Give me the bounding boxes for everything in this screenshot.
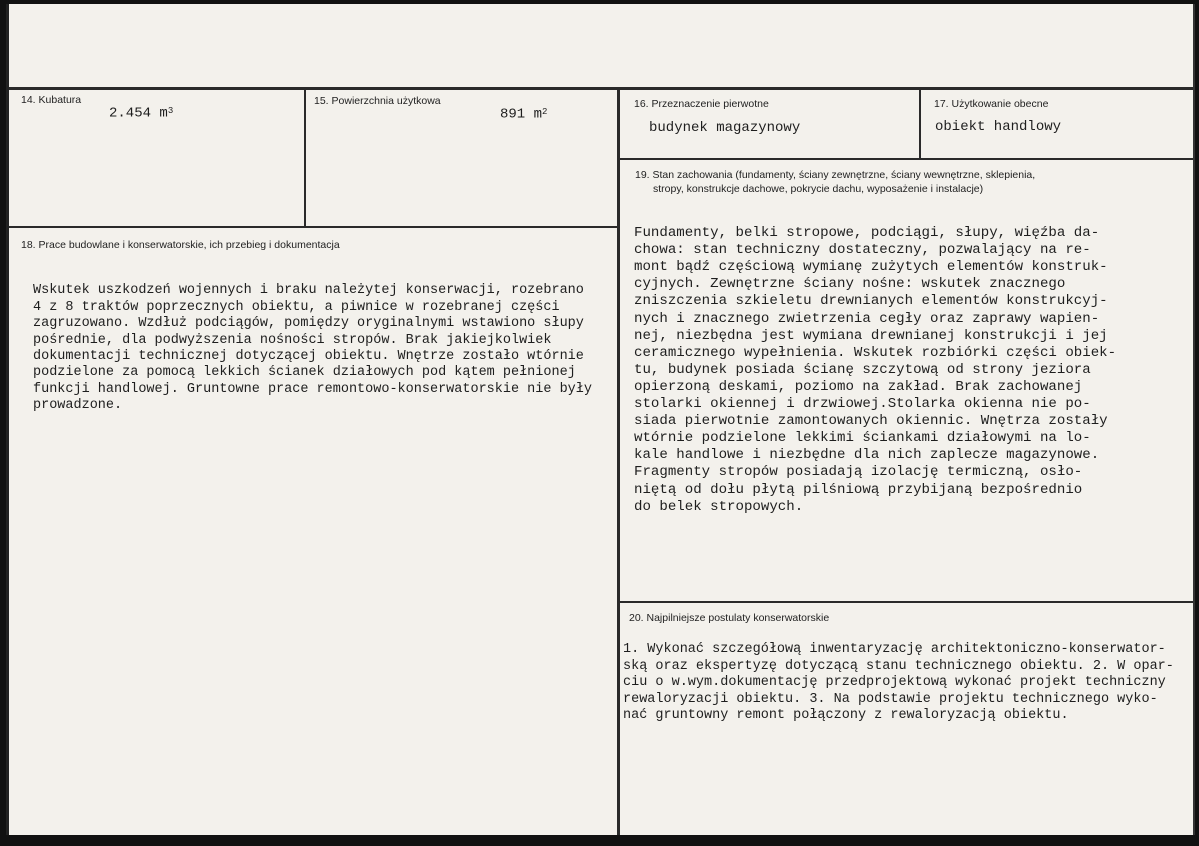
- field-15-label: 15. Powierzchnia użytkowa: [314, 95, 441, 107]
- field-19-line: opierzoną deskami, poziomo na zakład. Brak zachowanej: [634, 378, 1083, 395]
- field-18-line: 4 z 8 traktów poprzecznych obiektu, a piwnice w rozebranej części: [33, 299, 560, 315]
- field-15-value-text: 891 m: [500, 106, 543, 123]
- field-19-line: zniszczenia szkieletu drewnianych elementów konstrukcyj-: [634, 293, 1108, 310]
- field-15-unit-sup: 2: [542, 107, 548, 117]
- field-18-line: dokumentacji technicznej dotyczącej obiektu. Wnętrze zostało wtórnie: [33, 349, 584, 365]
- field-19-line: Fragmenty stropów posiadają izolację termiczną, osło-: [634, 464, 1083, 481]
- field-15-value: [500, 105, 547, 123]
- field-18-line: pośrednie, dla podwyższenia nośności stropów. Brak jakiejkolwiek: [33, 332, 552, 348]
- field-19-line: mont bądź częściową wymianę zużytych elementów konstruk-: [634, 259, 1108, 276]
- field-19-line: tu, budynek posiada ścianę szczytową od strony jeziora: [634, 361, 1091, 378]
- divider-f16-f17: [919, 90, 921, 160]
- field-19-line: nych i znacznego zwietrzenia cegły oraz zaprawy wapien-: [634, 310, 1100, 327]
- field-18-line: prowadzone.: [33, 398, 123, 414]
- field-19-line: chowa: stan techniczny dostateczny, pozwalający na re-: [634, 242, 1091, 259]
- field-19-line: siada pierwotnie zamontowanych okiennic. Wnętrza zostały: [634, 413, 1108, 430]
- divider-top: [9, 87, 1195, 90]
- field-19-line: Fundamenty, belki stropowe, podciągi, słupy, więźba da-: [634, 225, 1100, 242]
- field-18-line: zagruzowano. Wzdłuż podciągów, pomiędzy oryginalnymi wstawiono słupy: [33, 316, 584, 332]
- field-19-line: ceramicznego wypełnienia. Wskutek rozbiórki części obiek-: [634, 344, 1117, 361]
- divider-f16-f19: [617, 158, 1195, 160]
- field-18-line: Wskutek uszkodzeń wojennych i braku należytej konserwacji, rozebrano: [33, 283, 584, 299]
- divider-f15-f18: [9, 226, 620, 228]
- field-16-value: budynek magazynowy: [649, 120, 801, 136]
- field-19-line: wtórnie podzielone lekkimi ściankami działowymi na lo-: [634, 430, 1091, 447]
- field-20-line: 1. Wykonać szczegółową inwentaryzację architektoniczno-konserwator-: [623, 642, 1166, 658]
- field-19-line: stolarki okiennej i drzwiowej.Stolarka okienna nie po-: [634, 396, 1091, 413]
- field-20-text: [623, 626, 1174, 724]
- field-20-label: 20. Najpilniejsze postulaty konserwatorskie: [629, 612, 830, 624]
- field-20-line: nać gruntowny remont połączony z rewaloryzacją obiektu.: [623, 708, 1069, 724]
- field-18-label: 18. Prace budowlane i konserwatorskie, ich przebieg i dokumentacja: [21, 239, 340, 251]
- field-17-value: obiekt handlowy: [935, 119, 1062, 135]
- field-14-label: 14. Kubatura: [21, 94, 82, 106]
- field-18-line: funkcji handlowej. Gruntowne prace remontowo-konserwatorskie nie były: [33, 381, 592, 397]
- field-19-line: kale handlowe i niezbędne dla nich zaplecze magazynowe.: [634, 447, 1100, 464]
- inventory-card: [6, 4, 1195, 835]
- field-14-value-text: 2.454 m: [109, 105, 168, 122]
- field-19-text: [634, 208, 1116, 516]
- field-17-label: 17. Użytkowanie obecne: [934, 98, 1049, 110]
- field-19-line: nej, niezbędna jest wymiana drewnianej konstrukcji i jej: [634, 327, 1108, 344]
- field-16-label: 16. Przeznaczenie pierwotne: [634, 98, 769, 110]
- field-14-value: [109, 104, 173, 122]
- field-19-line: cyjnych. Zewnętrzne ściany nośne: wskutek znacznego: [634, 276, 1066, 293]
- field-18-text: [33, 267, 592, 415]
- divider-f19-f20: [617, 601, 1195, 603]
- divider-main-vertical: [617, 87, 620, 835]
- field-20-line: ską oraz ekspertyzę dotyczącą stanu technicznego obiektu. 2. W opar-: [623, 658, 1174, 674]
- field-14-unit-sup: 3: [167, 106, 174, 116]
- field-19-label-line1: 19. Stan zachowania (fundamenty, ściany zewnętrzne, ściany wewnętrzne, sklepienia,: [635, 169, 1036, 181]
- field-19-label-line2: stropy, konstrukcje dachowe, pokrycie dachu, wyposażenie i instalacje): [653, 183, 984, 195]
- field-20-line: ciu o w.wym.dokumentację przedprojektową wykonać projekt techniczny: [623, 675, 1166, 691]
- field-19-line: niętą od dołu płytą pilśniową przybijaną bezpośrednio: [634, 481, 1083, 498]
- field-19-line: do belek stropowych.: [634, 498, 804, 515]
- field-18-line: podzielone za pomocą lekkich ścianek działowych pod kątem pełnionej: [33, 365, 576, 381]
- divider-f14-f15: [304, 87, 306, 227]
- field-20-line: rewaloryzacji obiektu. 3. Na podstawie projektu technicznego wyko-: [623, 691, 1158, 707]
